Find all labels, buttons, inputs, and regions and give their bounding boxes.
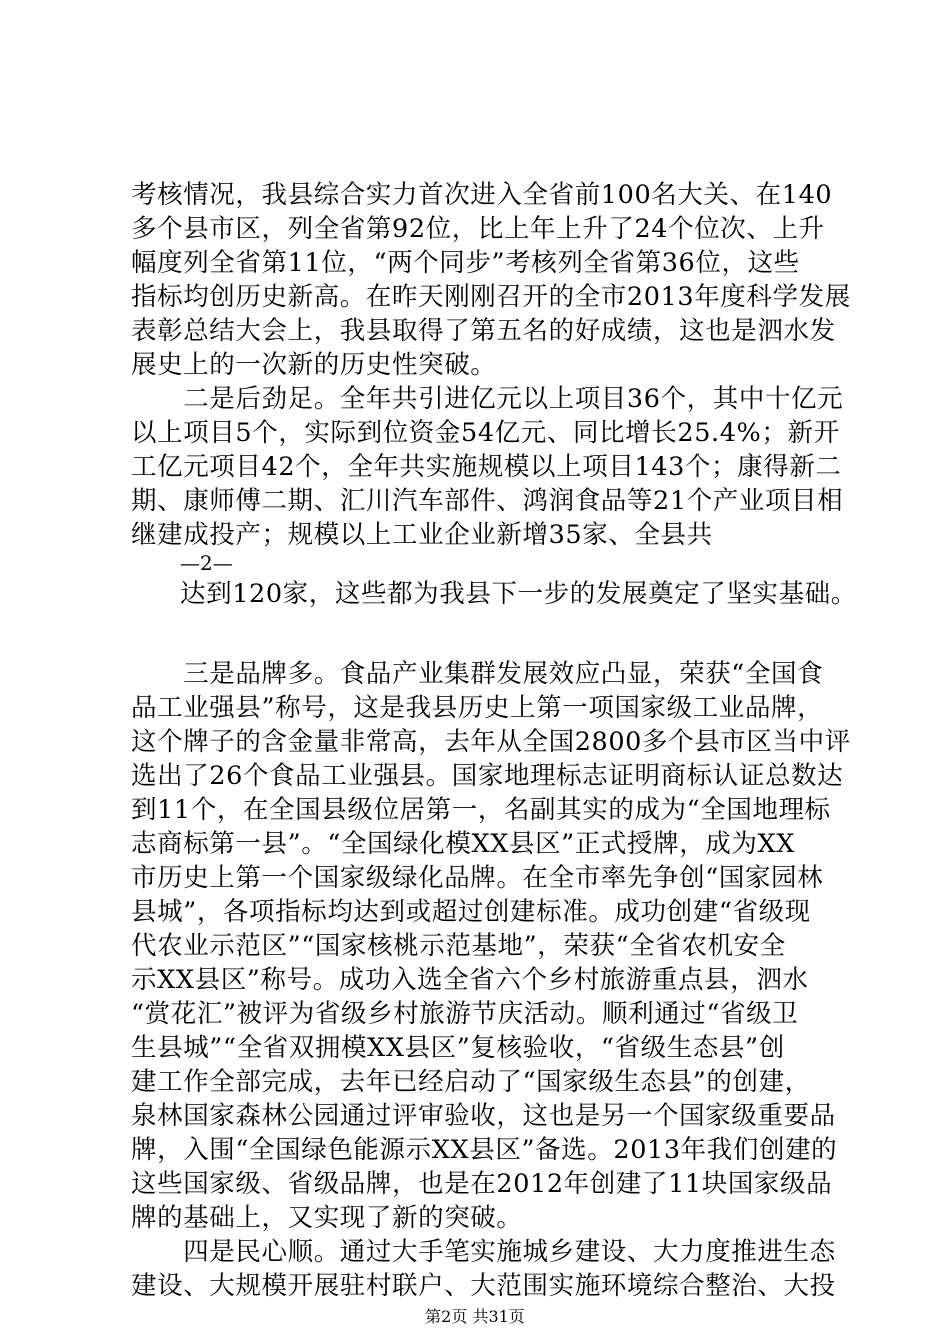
text-line: 建工作全部完成，去年已经启动了“国家级生态县”的创建，: [131, 1067, 811, 1097]
text-line: 三是品牌多。食品产业集群发展效应凸显，荣获“全国食: [131, 659, 824, 689]
text-line: 示XX县区”称号。成功入选全省六个乡村旅游重点县，泗水: [131, 965, 809, 995]
text-line: 指标均创历史新高。在昨天刚刚召开的全市2013年度科学发展: [131, 282, 851, 312]
continuation-line: 达到120家，这些都为我县下一步的发展奠定了坚实基础。: [180, 579, 857, 609]
text-line: 泉林国家森林公园通过评审验收，这也是另一个国家级重要品: [131, 1101, 836, 1131]
text-line: 生县城”“全省双拥模XX县区”复核验收，“省级生态县”创: [131, 1033, 785, 1063]
text-line: 代农业示范区”“国家核桃示范基地”，荣获“全省农机安全: [131, 931, 786, 961]
text-line: 继建成投产；规模以上工业企业新增35家、全县共: [131, 520, 713, 550]
text-line: 幅度列全省第11位，“两个同步”考核列全省第36位，这些: [131, 248, 800, 278]
text-line: 牌，入围“全国绿色能源示XX县区”备选。2013年我们创建的: [131, 1135, 838, 1165]
text-line: 表彰总结大会上，我县取得了第五名的好成绩，这也是泗水发: [131, 316, 836, 346]
text-line: 建设、大规模开展驻村联户、大范围实施环境综合整治、大投: [131, 1271, 836, 1301]
text-line: 二是后劲足。全年共引进亿元以上项目36个，其中十亿元: [131, 384, 844, 414]
text-line: 选出了26个食品工业强县。国家地理标志证明商标认证总数达: [131, 761, 844, 791]
text-line: 县城”，各项指标均达到或超过创建标准。成功创建“省级现: [131, 897, 811, 927]
text-line: 志商标第一县”。“全国绿化模XX县区”正式授牌，成为XX: [131, 829, 796, 859]
text-line: “赏花汇”被评为省级乡村旅游节庆活动。顺利通过“省级卫: [131, 999, 799, 1029]
text-line: 牌的基础上，又实现了新的突破。: [131, 1203, 523, 1233]
text-line: 工亿元项目42个，全年共实施规模以上项目143个；康得新二: [131, 452, 842, 482]
page-marker: —2—: [180, 551, 233, 575]
text-line: 展史上的一次新的历史性突破。: [131, 350, 497, 380]
text-line: 品工业强县”称号，这是我县历史上第一项国家级工业品牌，: [131, 693, 824, 723]
text-line: 四是民心顺。通过大手笔实施城乡建设、大力度推进生态: [131, 1237, 836, 1267]
text-line: 考核情况，我县综合实力首次进入全省前100名大关、在140: [131, 180, 833, 210]
text-line: 市历史上第一个国家级绿化品牌。在全市率先争创“国家园林: [131, 863, 824, 893]
text-line: 期、康师傅二期、汇川汽车部件、鸿润食品等21个产业项目相: [131, 486, 844, 516]
text-line: 这些国家级、省级品牌，也是在2012年创建了11块国家级品: [131, 1169, 833, 1199]
text-line: 以上项目5个，实际到位资金54亿元、同比增长25.4%；新开: [131, 418, 840, 448]
text-line: 这个牌子的含金量非常高，去年从全国2800多个县市区当中评: [131, 727, 851, 757]
page-footer: 第2页 共31页: [425, 1307, 525, 1326]
text-line: 多个县市区，列全省第92位，比上年上升了24个位次、上升: [131, 214, 825, 244]
text-line: 到11个，在全国县级位居第一，名副其实的成为“全国地理标: [131, 795, 831, 825]
